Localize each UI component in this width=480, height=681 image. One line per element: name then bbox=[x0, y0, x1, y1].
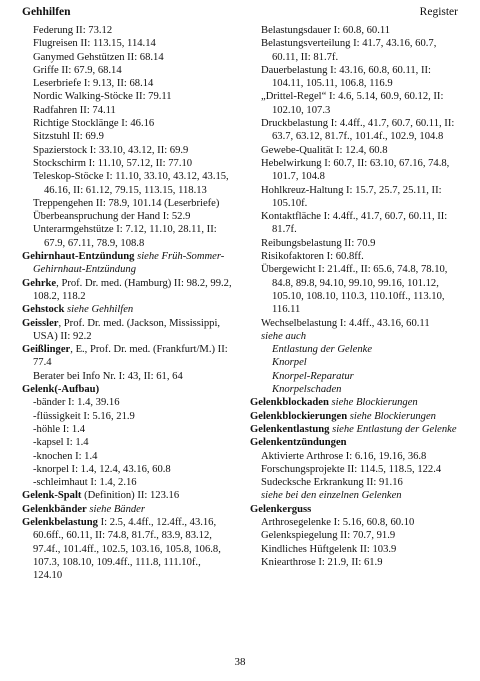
index-sub-entry bbox=[250, 330, 460, 343]
entry-text: Nordic Walking-Stöcke II: 79.11 bbox=[33, 91, 172, 103]
index-sub-entry bbox=[250, 184, 460, 211]
running-header-title: Gehhilfen bbox=[22, 6, 71, 18]
entry-text: Gelenkspiegelung II: 70.7, 91.9 bbox=[261, 530, 396, 542]
index-sub-entry bbox=[22, 370, 232, 383]
index-sub-entry bbox=[250, 489, 460, 502]
entry-text: Hebelwirkung I: 60.7, II: 63.10, 67.16, 74.8, 101.7, 104.8 bbox=[261, 157, 450, 183]
index-sub-entry bbox=[22, 77, 232, 90]
cross-reference: siehe Blockierungen bbox=[328, 397, 418, 409]
entry-text: Federung II: 73.12 bbox=[33, 25, 113, 36]
entry-heading: Gelenkentlastung bbox=[250, 423, 330, 435]
cross-reference: Entlastung der Gelenke bbox=[272, 344, 373, 356]
index-sub-entry bbox=[22, 223, 232, 250]
entry-heading: Gelenkerguss bbox=[250, 503, 312, 515]
index-sub-entry bbox=[22, 476, 232, 489]
index-main-entry bbox=[22, 516, 232, 582]
index-sub-entry bbox=[250, 343, 460, 356]
entry-text: Dauerbelastung I: 43.16, 60.8, 60.11, II: 104.11, 105.11, 106.8, 116.9 bbox=[261, 64, 431, 90]
page-number: 38 bbox=[234, 656, 246, 668]
entry-text: Druckbelastung I: 4.4ff., 41.7, 60.7, 60.11, II: 63.7, 63.12, 81.7f., 101.4f., 102.9, 104.8 bbox=[261, 118, 455, 143]
entry-text: Risikofaktoren I: 60.8ff. bbox=[261, 251, 364, 263]
entry-heading: Gehirnhaut-Entzündung bbox=[22, 251, 135, 263]
index-sub-entry bbox=[250, 237, 460, 250]
index-sub-entry bbox=[250, 450, 460, 463]
entry-heading: Geissler bbox=[22, 317, 59, 329]
index-sub-entry bbox=[22, 170, 232, 197]
index-sub-entry bbox=[22, 210, 232, 223]
index-main-entry bbox=[22, 250, 232, 277]
entry-heading: Gehrke bbox=[22, 277, 57, 289]
index-sub-entry bbox=[22, 37, 232, 50]
index-sub-entry bbox=[22, 423, 232, 436]
entry-heading: Gelenkbelastung bbox=[22, 516, 98, 528]
index-sub-entry bbox=[250, 210, 460, 237]
entry-text: Aktivierte Arthrose I: 6.16, 19.16, 36.8 bbox=[261, 450, 427, 462]
entry-text: -höhle I: 1.4 bbox=[33, 423, 86, 435]
index-sub-entry bbox=[250, 157, 460, 184]
index-sub-entry bbox=[250, 463, 460, 476]
entry-heading: Gelenkblockierungen bbox=[250, 410, 348, 422]
index-sub-entry bbox=[250, 37, 460, 64]
entry-text: Kontaktfläche I: 4.4ff., 41.7, 60.7, 60.11, II: 81.7f. bbox=[261, 211, 448, 236]
index-sub-entry bbox=[250, 90, 460, 117]
index-main-entry bbox=[250, 423, 460, 436]
index-main-entry bbox=[22, 489, 232, 502]
index-sub-entry bbox=[250, 529, 460, 542]
index-sub-entry bbox=[250, 370, 460, 383]
entry-text: Leserbriefe I: 9.13, II: 68.14 bbox=[33, 78, 154, 90]
cross-reference: siehe bei den einzelnen Gelenken bbox=[261, 490, 402, 502]
index-sub-entry bbox=[22, 130, 232, 143]
entry-heading: Gelenkentzündungen bbox=[250, 437, 347, 449]
index-sub-entry bbox=[250, 263, 460, 316]
index-column-right bbox=[250, 24, 460, 569]
index-sub-entry bbox=[250, 317, 460, 330]
cross-reference: siehe Gehhilfen bbox=[64, 304, 134, 316]
entry-text: Teleskop-Stöcke I: 11.10, 33.10, 43.12, 43.15, 46.16, II: 61.12, 79.15, 113.15, 118.13 bbox=[33, 171, 229, 196]
entry-heading: Gelenk(-Aufbau) bbox=[22, 384, 100, 396]
index-sub-entry bbox=[250, 543, 460, 556]
entry-text: -knochen I: 1.4 bbox=[33, 450, 98, 462]
entry-text: Sudecksche Erkrankung II: 91.16 bbox=[261, 477, 403, 489]
entry-text: Stockschirm I: 11.10, 57.12, II: 77.10 bbox=[33, 157, 193, 169]
index-main-entry bbox=[22, 277, 232, 304]
entry-text: Hohlkreuz-Haltung I: 15.7, 25.7, 25.11, II: 105.10f. bbox=[261, 184, 442, 209]
entry-text: Belastungsdauer I: 60.8, 60.11 bbox=[261, 25, 391, 36]
entry-text: Sitzstuhl II: 69.9 bbox=[33, 131, 104, 143]
index-main-entry bbox=[250, 396, 460, 409]
entry-heading: Gehstock bbox=[22, 304, 65, 316]
index-sub-entry bbox=[250, 117, 460, 144]
entry-text: -bänder I: 1.4, 39.16 bbox=[33, 397, 120, 409]
index-main-entry bbox=[22, 343, 232, 370]
index-sub-entry bbox=[22, 450, 232, 463]
index-sub-entry bbox=[22, 197, 232, 210]
index-sub-entry bbox=[22, 396, 232, 409]
index-main-entry bbox=[22, 317, 232, 344]
index-main-entry bbox=[22, 303, 232, 316]
running-header-section: Register bbox=[419, 6, 458, 18]
entry-heading: Geißlinger bbox=[22, 344, 71, 356]
entry-text: Radfahren II: 74.11 bbox=[33, 104, 116, 116]
index-sub-entry bbox=[22, 51, 232, 64]
cross-reference: siehe auch bbox=[261, 330, 307, 342]
entry-text: -knorpel I: 1.4, 12.4, 43.16, 60.8 bbox=[33, 463, 171, 475]
index-sub-entry bbox=[22, 463, 232, 476]
index-sub-entry bbox=[22, 24, 232, 37]
entry-text: Forschungsprojekte II: 114.5, 118.5, 122.4 bbox=[261, 463, 442, 475]
entry-heading: Gelenkblockaden bbox=[250, 397, 329, 409]
entry-text: Kniearthrose I: 21.9, II: 61.9 bbox=[261, 556, 383, 568]
index-sub-entry bbox=[250, 250, 460, 263]
index-sub-entry bbox=[250, 516, 460, 529]
cross-reference: siehe Blockierungen bbox=[347, 410, 436, 422]
entry-text: Übergewicht I: 21.4ff., II: 65.6, 74.8, 78.10, 84.8, 89.8, 94.10, 99.10, 99.16, 101.12, 105.10, 108.10, 110.3, 110.10ff., 113.10, 116.11 bbox=[261, 264, 448, 316]
cross-reference: Knorpelschaden bbox=[272, 384, 342, 396]
entry-text: , Prof. Dr. med. (Hamburg) II: 98.2, 99.2, 108.2, 118.2 bbox=[33, 277, 232, 302]
entry-text: Flugreisen II: 113.15, 114.14 bbox=[33, 38, 156, 50]
index-main-entry bbox=[250, 436, 460, 449]
entry-text: Reibungsbelastung II: 70.9 bbox=[261, 237, 376, 249]
cross-reference: siehe Entlastung der Gelenke bbox=[329, 423, 457, 435]
entry-text: Berater bei Info Nr. I: 43, II: 61, 64 bbox=[33, 370, 183, 382]
index-sub-entry bbox=[250, 383, 460, 396]
entry-text: Überbeanspruchung der Hand I: 52.9 bbox=[33, 211, 191, 223]
entry-text: Treppengehen II: 78.9, 101.14 (Leserbriefe) bbox=[33, 197, 220, 209]
index-main-entry bbox=[22, 503, 232, 516]
entry-text: -schleimhaut I: 1.4, 2.16 bbox=[33, 477, 137, 489]
index-sub-entry bbox=[22, 117, 232, 130]
index-main-entry bbox=[250, 503, 460, 516]
index-sub-entry bbox=[22, 64, 232, 77]
index-sub-entry bbox=[250, 24, 460, 37]
index-sub-entry bbox=[22, 90, 232, 103]
index-main-entry bbox=[22, 383, 232, 396]
index-sub-entry bbox=[250, 144, 460, 157]
entry-text: Belastungsverteilung I: 41.7, 43.16, 60.7, 60.11, II: 81.7f. bbox=[261, 38, 437, 63]
cross-reference: Knorpel-Reparatur bbox=[272, 370, 354, 382]
entry-text: Wechselbelastung I: 4.4ff., 43.16, 60.11 bbox=[261, 317, 430, 329]
index-sub-entry bbox=[250, 64, 460, 91]
entry-text: Arthrosegelenke I: 5.16, 60.8, 60.10 bbox=[261, 516, 415, 528]
entry-text: Gewebe-Qualität I: 12.4, 60.8 bbox=[261, 144, 388, 156]
index-sub-entry bbox=[22, 410, 232, 423]
entry-text: Richtige Stocklänge I: 46.16 bbox=[33, 118, 155, 130]
entry-heading: Gelenk-Spalt bbox=[22, 490, 82, 502]
index-main-entry bbox=[250, 410, 460, 423]
cross-reference: siehe Früh-Sommer-Gehirnhaut-Entzündung bbox=[33, 251, 225, 276]
cross-reference: Knorpel bbox=[272, 357, 307, 369]
entry-text: Griffe II: 67.9, 68.14 bbox=[33, 64, 122, 76]
index-sub-entry bbox=[22, 436, 232, 449]
index-sub-entry bbox=[22, 157, 232, 170]
entry-text: Spazierstock I: 33.10, 43.12, II: 69.9 bbox=[33, 144, 189, 156]
entry-text: -flüssigkeit I: 5.16, 21.9 bbox=[33, 410, 135, 422]
entry-text: Ganymed Gehstützen II: 68.14 bbox=[33, 51, 164, 63]
index-sub-entry bbox=[250, 556, 460, 569]
index-sub-entry bbox=[250, 476, 460, 489]
entry-text: (Definition) II: 123.16 bbox=[81, 490, 180, 502]
entry-text: „Drittel-Regel“ I: 4.6, 5.14, 60.9, 60.12, II: 102.10, 107.3 bbox=[261, 91, 444, 116]
entry-text: , Prof. Dr. med. (Jackson, Mississippi, USA) II: 92.2 bbox=[33, 317, 221, 342]
index-sub-entry bbox=[250, 356, 460, 369]
cross-reference: siehe Bänder bbox=[86, 503, 146, 515]
entry-text: Kindliches Hüftgelenk II: 103.9 bbox=[261, 543, 397, 555]
entry-text: I: 2.5, 4.4ff., 12.4ff., 43.16, 60.6ff., 60.11, II: 74.8, 81.7f., 83.9, 83.12, 97.4f., 101.4ff., 102.5, 103.16, 105.8, 106.8, 107.3, 108.10, 109.4ff., 111.8, 111.10f., 124.10 bbox=[33, 516, 221, 582]
index-column-left bbox=[22, 24, 232, 582]
entry-heading: Gelenkbänder bbox=[22, 503, 87, 515]
entry-text: -kapsel I: 1.4 bbox=[33, 437, 89, 449]
entry-text: Unterarmgehstütze I: 7.12, 11.10, 28.11, II: 67.9, 67.11, 78.9, 108.8 bbox=[33, 224, 217, 249]
index-sub-entry bbox=[22, 104, 232, 117]
index-sub-entry bbox=[22, 144, 232, 157]
entry-text: , E., Prof. Dr. med. (Frankfurt/M.) II: 77.4 bbox=[33, 344, 228, 369]
